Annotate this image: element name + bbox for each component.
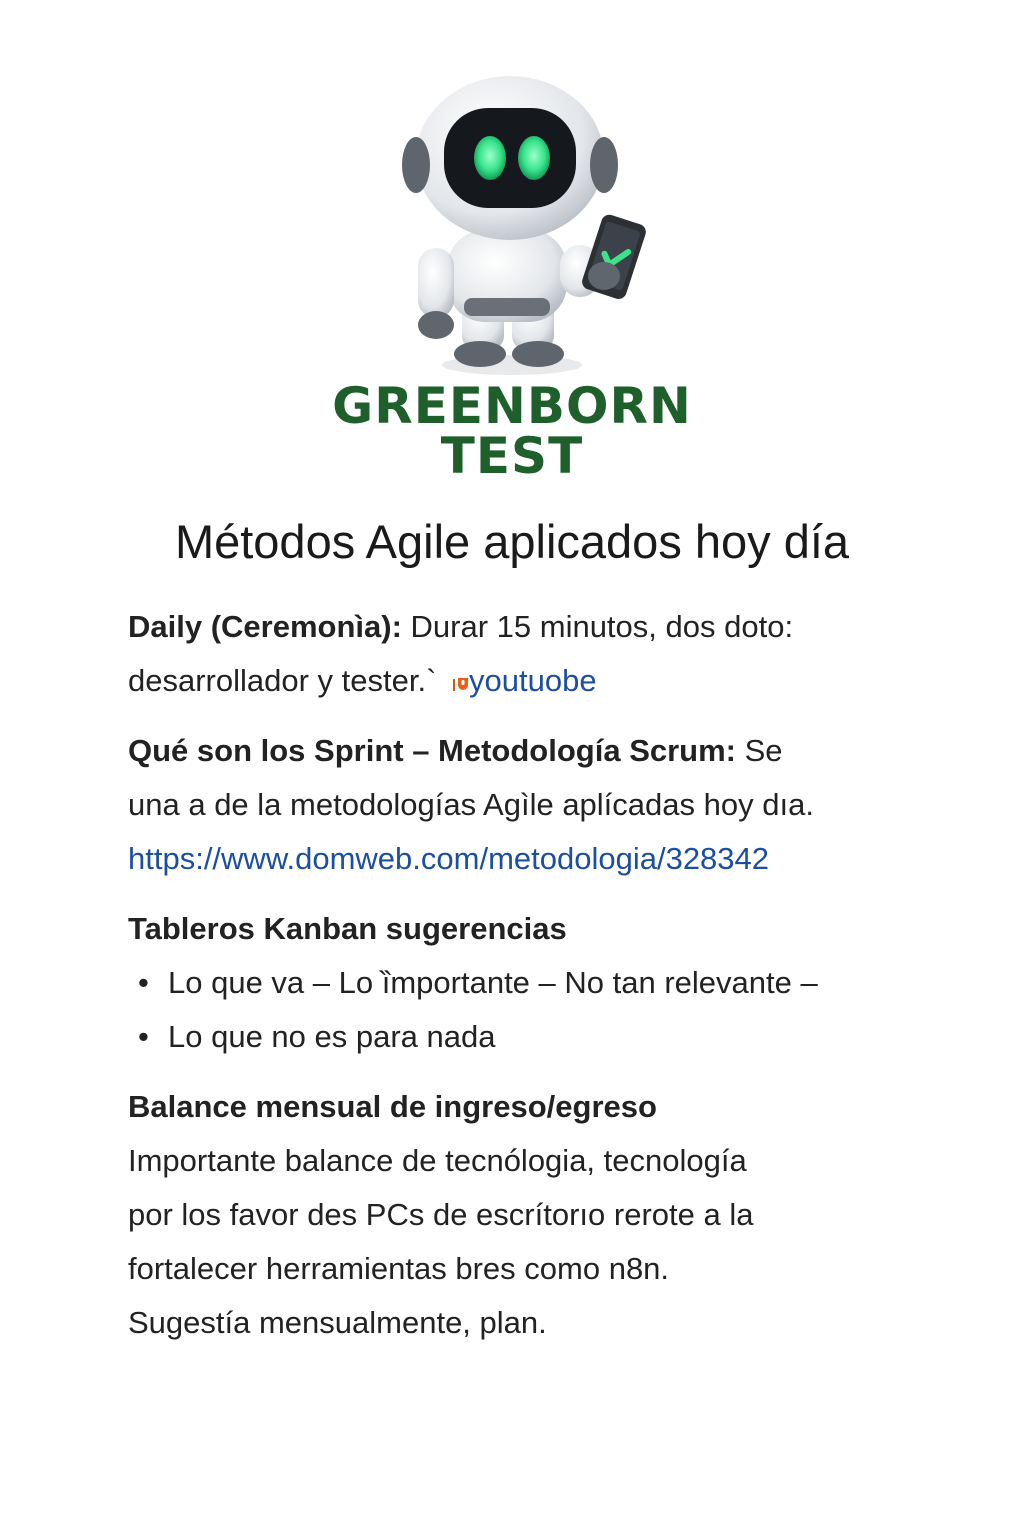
brand-name: GREENBORN [332,377,692,435]
sprint-url-link[interactable]: https://www.domweb.com/metodologia/328342 [128,841,770,876]
sprint-line-2: una a de la metodologías Agìle aplícadas hoy dıa. [128,787,814,822]
sprint-section [128,724,928,886]
daily-text-continued: desarrollador y tester.` [128,663,437,698]
brand-subtitle: TEST [440,427,584,485]
daily-label: Daily (Ceremonìa): [128,609,402,644]
balance-line: por los favor des PCs de escrítorıo rerote a la [128,1197,754,1232]
balance-line: Importante balance de tecnólogia, tecnología [128,1143,747,1178]
list-item [128,1010,928,1064]
kanban-heading: Tableros Kanban sugerencias [128,911,567,946]
balance-line: fortalecer herramientas bres como n8n. [128,1251,670,1286]
robot-mascot-logo [392,70,652,380]
sprint-line-1 [128,724,928,778]
list-item-text: Lo que no es para nada [168,1019,496,1054]
daily-section [128,600,928,708]
bullet-icon: • [138,1019,149,1054]
list-item-text: Lo que va – Lo ȉmportante – No tan relevante – [168,965,818,1000]
bullet-icon: • [138,965,149,1000]
balance-section [128,1080,928,1350]
daily-line-1 [128,600,928,654]
youtube-icon [453,656,469,674]
sprint-label: Qué son los Sprint – Metodología Scrum: [128,733,736,768]
daily-text: Durar 15 minutos, dos doto: [401,609,794,644]
kanban-section [128,902,928,1064]
balance-heading: Balance mensual de ingreso/egreso [128,1089,657,1124]
list-item [128,956,928,1010]
main-content [128,600,928,1366]
balance-line: Sugestía mensualmente, plan. [128,1305,547,1340]
kanban-list [128,956,928,1064]
sprint-text: Se [736,733,783,768]
page-title: Métodos Agile aplicados hoy día [174,515,850,568]
daily-line-2 [128,654,928,708]
youtube-link[interactable]: youtuobe [469,663,597,698]
